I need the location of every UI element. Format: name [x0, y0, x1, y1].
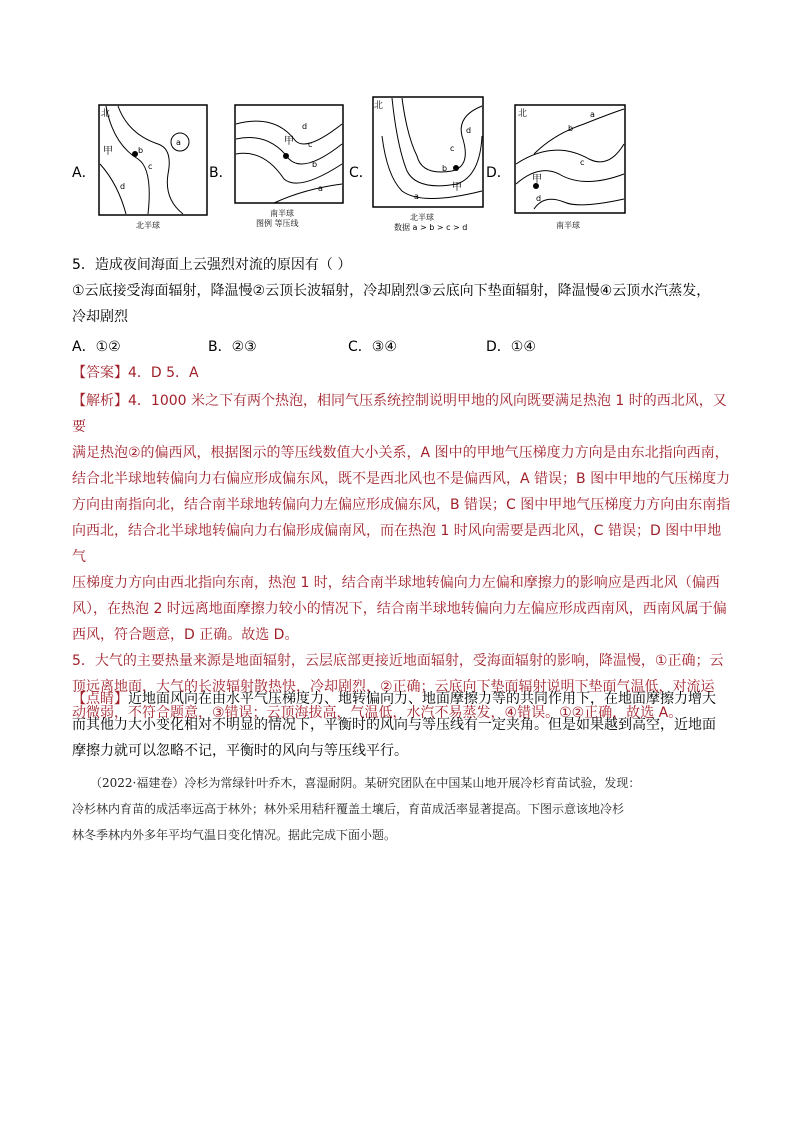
analysis-line: 顶远离地面，大气的长波辐射散热快，冷却剧烈，②正确；云底向下垫面辐射说明下垫面气温低，对流运	[72, 679, 715, 695]
isobar-label: c	[450, 144, 455, 153]
tip-tag: 【点睛】	[72, 691, 128, 707]
point-jia-c	[453, 165, 459, 171]
north-label: 北	[518, 109, 528, 119]
isobar-label: b	[568, 124, 574, 133]
isobar-label: b	[312, 160, 318, 169]
caption-a: 北半球	[136, 221, 160, 230]
isobar-label: c	[148, 162, 153, 171]
analysis-block	[72, 388, 732, 726]
q5-stem: 5．造成夜间海面上云强烈对流的原因有（ ）	[72, 257, 352, 273]
isobar-label: a	[318, 184, 323, 193]
analysis-line: 西风，符合题意，D 正确。故选 D。	[72, 627, 299, 643]
analysis-line: 5．大气的主要热量来源是地面辐射，云层底部更接近地面辐射，受海面辐射的影响，降温慢，①正确；云	[72, 653, 724, 669]
isobar-label: d	[536, 194, 542, 203]
q5-option-c: C．③④	[348, 339, 397, 355]
point-label: 甲	[103, 146, 113, 157]
point-jia-b	[283, 153, 289, 159]
analysis-tag: 【解析】	[72, 393, 128, 409]
isobar-label: d	[466, 126, 472, 135]
analysis-text: 4．1000 米之下有两个热泡，相同气压系统控制说明甲地的风向既要满足热泡 1 时的西北风，又要	[72, 393, 727, 435]
tip-line	[72, 686, 732, 712]
tip-block	[72, 686, 732, 764]
analysis-line: 方向由南指向北，结合南半球地转偏向力左偏应形成偏东风，B 错误；C 图中甲地气压梯度力方向由东南指	[72, 497, 731, 513]
north-label: 北	[374, 101, 384, 111]
isobar-label: c	[580, 158, 585, 167]
analysis-line: 风），在热泡 2 时远离地面摩擦力较小的情况下，结合南半球地转偏向力左偏应形成西南风，西南风属于偏	[72, 601, 727, 617]
diagram-d	[514, 104, 626, 214]
isobar-label: a	[176, 138, 181, 147]
caption-c: 北半球	[410, 213, 434, 222]
analysis-line: 结合北半球地转偏向力右偏应形成偏东风，既不是西北风也不是偏西风，A 错误；B 图中甲地的气压梯度力	[72, 471, 731, 487]
answer-tag: 【答案】	[72, 365, 128, 381]
q5-option-a: A．①②	[72, 339, 121, 355]
isobar-diagrams	[66, 96, 726, 246]
tip-text: 近地面风向在由水平气压梯度力、地转偏向力、地面摩擦力等的共同作用下，在地面摩擦力增大	[128, 691, 716, 707]
q5-option-b: B．②③	[208, 339, 257, 355]
q5-statements-1: ①云底接受海面辐射，降温慢②云顶长波辐射，冷却剧烈③云底向下垫面辐射，降温慢④云顶水汽蒸发，	[72, 283, 711, 299]
isobar-label: a	[590, 110, 595, 119]
point-label: 甲	[532, 174, 542, 185]
isobar-label: d	[302, 122, 308, 131]
option-a-label: A．	[72, 165, 96, 181]
next-question-intro	[72, 770, 732, 848]
analysis-line: 动微弱，不符合题意，③错误；云顶海拔高，气温低，水汽不易蒸发，④错误。①②正确，故选 A。	[72, 705, 683, 721]
option-d-label: D．	[486, 165, 511, 181]
caption-b: 南半球	[270, 209, 294, 218]
legend-b: 图例 等压线	[256, 219, 299, 228]
diagram-a	[98, 104, 208, 216]
diagram-c	[372, 96, 484, 208]
point-label: 甲	[284, 136, 294, 147]
isobar-label: b	[442, 164, 448, 173]
note-c: 数据 a > b > c > d	[394, 223, 468, 232]
analysis-line: 向西北，结合北半球地转偏向力右偏形成偏南风，而在热泡 1 时风向需要是西北风，C 错误；D 图中甲地气	[72, 523, 722, 565]
tip-line: 而其他力大小变化相对不明显的情况下，平衡时的风向与等压线有一定夹角。但是如果越到高空，近地面	[72, 717, 716, 733]
isobar-label: d	[120, 182, 126, 191]
north-label: 北	[101, 109, 111, 119]
isobar-label: a	[414, 192, 419, 201]
diagram-b	[234, 104, 344, 204]
isobar-label: b	[138, 146, 144, 155]
option-c-label: C．	[349, 165, 373, 181]
intro-line: 冷杉林内育苗的成活率远高于林外；林外采用秸秆覆盖土壤后，育苗成活率显著提高。下图示意该地冷杉	[72, 802, 625, 816]
answer-text: 4．D 5．A	[128, 365, 199, 381]
analysis-line	[72, 388, 732, 440]
intro-line: （2022·福建卷）冷杉为常绿针叶乔木，喜湿耐阴。某研究团队在中国某山地开展冷杉育苗试验，发现：	[90, 776, 641, 790]
intro-line: 林冬季林内外多年平均气温日变化情况。据此完成下面小题。	[72, 828, 397, 842]
q5-statements-2: 冷却剧烈	[72, 309, 128, 325]
answer-line	[72, 360, 732, 386]
caption-d: 南半球	[556, 221, 580, 230]
isobar-label: c	[308, 140, 313, 149]
option-b-label: B．	[209, 165, 233, 181]
q5-option-d: D．①④	[486, 339, 536, 355]
tip-line: 摩擦力就可以忽略不记，平衡时的风向与等压线平行。	[72, 743, 408, 759]
point-label: 甲	[452, 182, 462, 193]
analysis-line: 压梯度力方向由西北指向东南，热泡 1 时，结合南半球地转偏向力左偏和摩擦力的影响应是西北风（偏西	[72, 575, 720, 591]
analysis-line: 满足热泡②的偏西风，根据图示的等压线数值大小关系，A 图中的甲地气压梯度力方向是由东北指向西南，	[72, 445, 729, 461]
